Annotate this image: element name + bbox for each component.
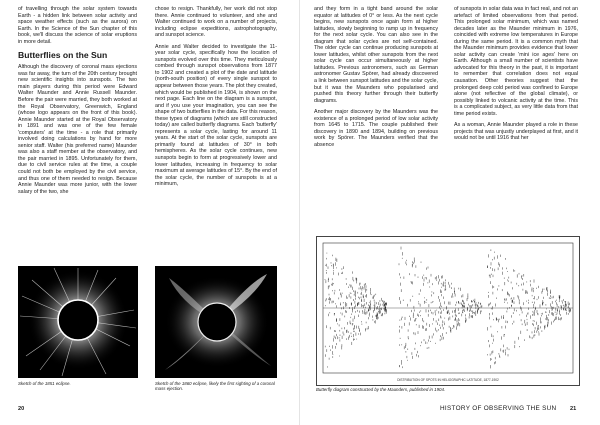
body-paragraph: Although the discovery of coronal mass ejections was far away, the turn of the 20th century brought new scientific insights into sunspots. The two main players during this period were Edward Walter Maunder and Annie Russell Maunder. Before the pair were married, they both worked at the Royal Observatory, Greenwich, England (whose logo appears on the front of this book). Annie Maunder started at the Royal Observatory in 1891 and was one of the few female 'computers' at the time - a role that primarily involved doing calculations by hand for more senior staff. Walter (his preferred name) Maunder was also a staff member at the observatory, and the pair married in 1895. Unfortunately for them, due to civil service rules at the time, a couple could not both be employed by the civil service, and thus one of them needed to resign. Because Annie Maunder was more junior, with the lower salary of the two, she <box>18 64 137 195</box>
eclipse-sketch-1860 <box>155 266 277 378</box>
page-number: 20 <box>18 406 25 412</box>
eclipse-sketch-1851 <box>18 266 138 378</box>
body-paragraph: and they form in a tight band around the solar equator at latitudes of 0° or less. As the next cycle begins, new sunspots once again form at higher latitudes, slowly beginning to ramp up in frequency for the next solar cycle. You can also see in the diagram that solar cycles are not self-contained. The older cycle can continue producing sunspots at lower latitudes, whilst other sunspots from the next solar cycle can occur simultaneously at higher latitudes. Previous astronomers, such as German astronomer Gustav Spörer, had already discovered a link between sunspot latitudes and the solar cycle, but it was the Maunders who popularised and pushed this theory further through their butterfly diagrams. <box>314 6 438 104</box>
running-head: HISTORY OF OBSERVING THE SUN <box>440 405 557 412</box>
diagram-axis-label: DISTRIBUTION OF SPOTS IN HELIOGRAPHIC LATITUDE, 1877-1902 <box>397 378 499 382</box>
body-paragraph: As a woman, Annie Maunder played a role in these projects that was unjustly underplayed at first, and it would not be until 1916 that her <box>454 122 578 142</box>
section-heading: Butterflies on the Sun <box>18 50 108 61</box>
figure-caption: Sketch of the 1851 eclipse. <box>18 381 71 386</box>
butterfly-diagram-plot <box>317 237 579 385</box>
body-paragraph: chose to resign. Thankfully, her work did not stop there. Annie continued to volunteer, and she and Walter continued to work on a number of projects, including eclipse expeditions, astrophotography, and sunspot science. <box>155 6 277 39</box>
right-column-2 <box>454 6 578 147</box>
figure-caption: Butterfly diagram constructed by the Maunders, published in 1904. <box>316 387 446 392</box>
eclipse-sketch-1860-image <box>155 266 277 378</box>
intro-paragraph: of travelling through the solar system towards Earth - a hidden link between solar activity and space weather effects (such as the aurora) on Earth. In the Science of the Sun chapter of this book, we'll discuss the science of solar eruptions in more detail. <box>18 6 137 45</box>
body-paragraph: Annie and Walter decided to investigate the 11-year solar cycle, specifically how the location of sunspots evolved over this time. They meticulously combed through sunspot observations from 1877 to 1902 and created a plot of the date and latitude (north-south position) of every single sunspot to appear between those years. The plot they created, which would be published in 1904, is shown on the next page. Each line on the diagram is a sunspot, and if you use your imagination, you can see the shape of two butterflies in the data. For this reason, these types of diagrams (which are still constructed today) are called butterfly diagrams. Each 'butterfly' represents a solar cycle, lasting for around 11 years. At the start of the solar cycle, sunspots are primarily found at latitudes of 30° in both hemispheres. As the solar cycle continues, new sunspots begin to form at progressively lower and lower latitudes, increasing in frequency to solar maximum at average latitudes of 15°. By the end of the solar cycle, the number of sunspots is at a minimum, <box>155 43 277 188</box>
right-page <box>300 0 600 425</box>
left-column-1 <box>18 6 137 200</box>
body-paragraph: Another major discovery by the Maunders was the existence of a prolonged period of low solar activity from 1645 to 1715. The couple published their discovery in 1890 and 1894, building on previous work by Spörer. The Maunders verified that the absence <box>314 109 438 148</box>
right-column-1 <box>314 6 438 153</box>
left-column-2 <box>155 6 277 193</box>
figure-caption: Sketch of the 1860 eclipse, likely the first sighting of a coronal mass ejection. <box>155 381 275 392</box>
page-number: 21 <box>570 406 577 412</box>
eclipse-sketch-1851-image <box>18 266 138 378</box>
butterfly-diagram <box>316 236 580 386</box>
body-paragraph: of sunspots in solar data was in fact real, and not an artefact of limited observations from that period. This prolonged solar minimum, which was named decades later as the Maunder minimum in 1976, coincided with extreme low temperatures in Europe during the same period. It is a common myth that the Maunder minimum provides evidence that lower solar activity can create 'mini ice ages' here on Earth. Although a small number of scientists have advocated for this theory in the past, it is important to remember that correlation does not equal causation. Other theories suggest that the prolonged deep cold period was confined to Europe alone (not reflective of the global climate), or possibly linked to volcanic activity at the time. This is a complicated subject, as very little data from that time period exists. <box>454 6 578 117</box>
